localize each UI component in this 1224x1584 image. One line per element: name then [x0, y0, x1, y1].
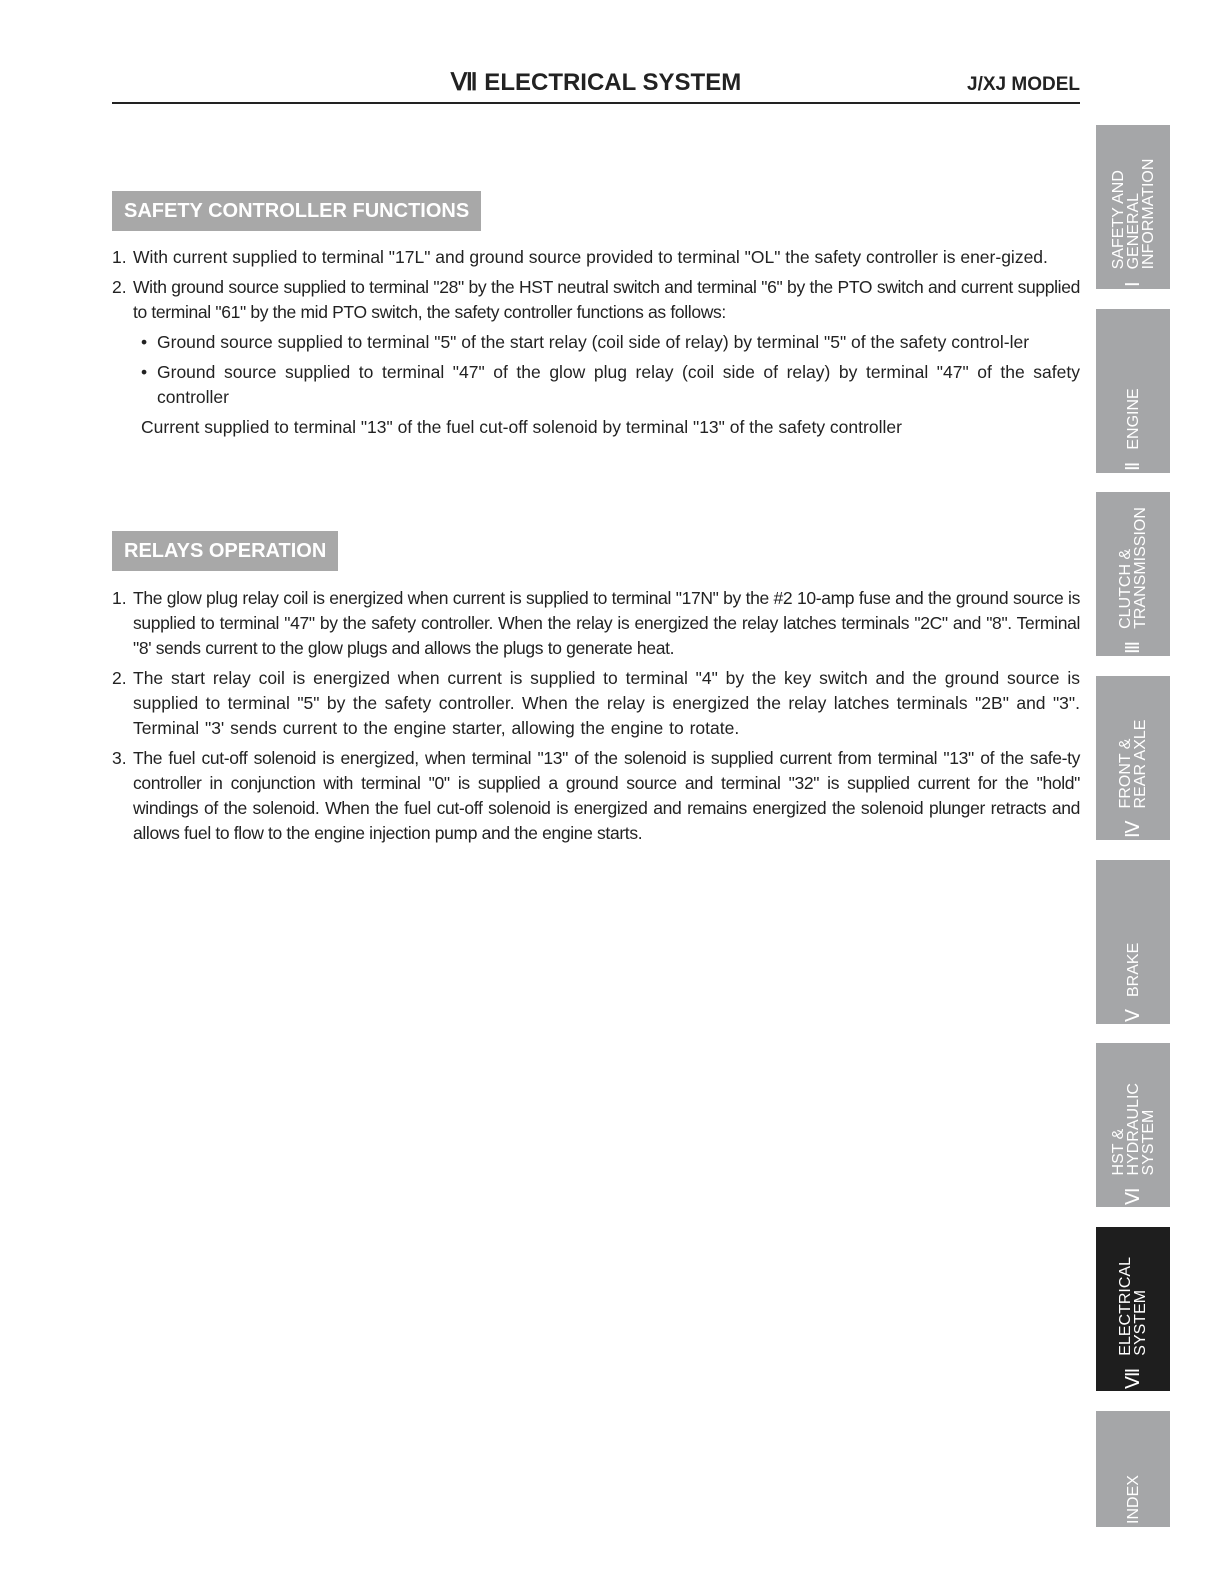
- item-text: The fuel cut-off solenoid is energized, when terminal "13" of the solenoid is supplied current from terminal "13" of the safe-ty controller in conjunction with terminal "0" is supplied a ground source and terminal "32" is supplied current for the "hold" windings of the solenoid. When the fuel cut-off solenoid is energized and remains energized the solenoid plunger retracts and allows fuel to flow to the engine injection pump and the engine starts.: [133, 748, 1080, 843]
- tab-label: ENGINE: [1124, 388, 1142, 450]
- item-number: 2.: [112, 668, 127, 688]
- list-item: [112, 586, 1080, 661]
- list-item: [112, 666, 1080, 741]
- item-number: 3.: [112, 748, 127, 768]
- extra-line: Current supplied to terminal "13" of the fuel cut-off solenoid by terminal "13" of the safety controller: [141, 417, 902, 437]
- item-text: With ground source supplied to terminal "28" by the HST neutral switch and terminal "6" by the PTO switch and current supplied to terminal "61" by the mid PTO switch, the safety controller functions as follows:: [133, 277, 1080, 322]
- item-number: 1.: [112, 247, 127, 267]
- item-number: 1.: [112, 588, 127, 608]
- item-text: The start relay coil is energized when current is supplied to terminal "4" by the key switch and the ground source is supplied to terminal "5" by the safety controller. When the relay is energized the relay latches terminals "2B" and "3". Terminal "3' sends current to the engine starter, allowing the engine to rotate.: [133, 668, 1080, 738]
- relays-operation-list: [112, 586, 1080, 851]
- tab-electrical-system[interactable]: [1096, 1227, 1170, 1391]
- tab-front-rear-axle[interactable]: [1096, 676, 1170, 840]
- list-item: [112, 245, 1080, 270]
- chapter-number: Ⅳ: [1122, 820, 1144, 838]
- item-text: With current supplied to terminal "17L" and ground source provided to terminal "OL" the safety controller is ener-gized.: [133, 247, 1048, 267]
- bullet-item: [133, 330, 1080, 355]
- relays-operation-heading: RELAYS OPERATION: [112, 531, 338, 571]
- tab-safety-general-information[interactable]: [1096, 125, 1170, 289]
- chapter-number: Ⅰ: [1122, 281, 1144, 287]
- tab-label: HST & HYDRAULIC SYSTEM: [1109, 1083, 1157, 1176]
- chapter-number: Ⅶ: [1122, 1367, 1144, 1389]
- tab-label: INDEX: [1124, 1474, 1142, 1524]
- tab-label: CLUTCH & TRANSMISSION: [1117, 507, 1149, 629]
- tab-brake[interactable]: [1096, 860, 1170, 1024]
- bullet-text: Ground source supplied to terminal "5" of the start relay (coil side of relay) by terminal "5" of the safety control-ler: [157, 332, 1030, 352]
- bullet-item: [133, 360, 1080, 410]
- tab-label: FRONT & REAR AXLE: [1117, 719, 1149, 809]
- item-text: The glow plug relay coil is energized when current is supplied to terminal "17N" by the #2 10-amp fuse and the ground source is supplied to terminal "47" by the safety controller. When the relay is energized the relay latches terminals "2C" and "8". Terminal "8' sends current to the glow plugs and allows the plugs to generate heat.: [133, 588, 1080, 658]
- bullet-glyph: •: [141, 362, 148, 382]
- tab-clutch-transmission[interactable]: [1096, 492, 1170, 656]
- model-label: J/XJ MODEL: [967, 74, 1080, 95]
- item-number: 2.: [112, 277, 127, 297]
- tab-engine[interactable]: [1096, 309, 1170, 473]
- bullet-glyph: •: [141, 332, 148, 352]
- safety-controller-list: [112, 245, 1080, 445]
- list-item: [112, 275, 1080, 440]
- tab-label: BRAKE: [1124, 942, 1142, 997]
- tab-label: ELECTRICAL SYSTEM: [1117, 1257, 1149, 1356]
- chapter-title: Ⅶ ELECTRICAL SYSTEM: [450, 69, 742, 96]
- chapter-number: Ⅲ: [1122, 640, 1144, 654]
- chapter-number: Ⅱ: [1122, 461, 1144, 471]
- page-header: [112, 62, 1080, 104]
- safety-controller-heading: SAFETY CONTROLLER FUNCTIONS: [112, 191, 481, 231]
- bullet-text: Ground source supplied to terminal "47" of the glow plug relay (coil side of relay) by terminal "47" of the safety controller: [157, 362, 1080, 407]
- chapter-number: Ⅵ: [1122, 1187, 1144, 1205]
- bullet-list: [133, 330, 1080, 410]
- tab-label: SAFETY AND GENERAL INFORMATION: [1109, 158, 1157, 270]
- list-item: [112, 746, 1080, 846]
- tab-hst-hydraulic-system[interactable]: [1096, 1043, 1170, 1207]
- chapter-number: Ⅴ: [1122, 1009, 1144, 1022]
- chapter-number: Ⅷ: [1122, 1535, 1144, 1561]
- tab-index[interactable]: [1096, 1411, 1170, 1561]
